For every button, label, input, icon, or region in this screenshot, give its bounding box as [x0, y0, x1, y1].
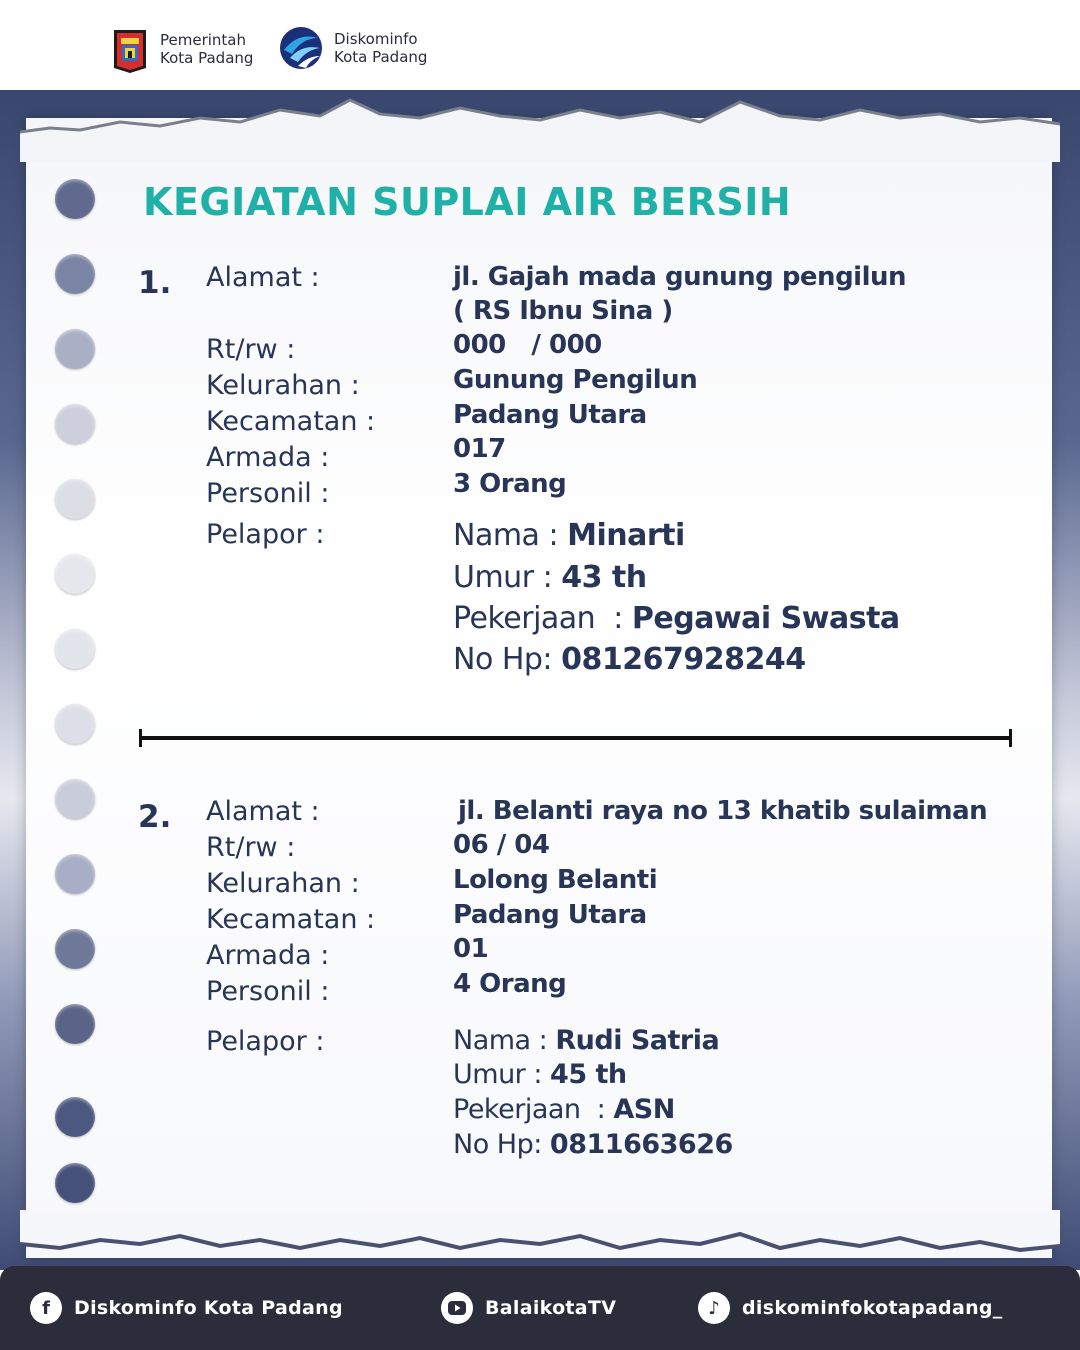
facebook-icon: f	[30, 1292, 62, 1324]
pelapor-nama	[453, 518, 685, 553]
pemko-logo-text	[160, 31, 253, 67]
youtube-icon	[441, 1292, 473, 1324]
binder-hole	[55, 779, 95, 819]
value-kecamatan: Padang Utara	[453, 400, 647, 430]
value-kelurahan: Gunung Pengilun	[453, 365, 698, 395]
tiktok-link[interactable]	[698, 1292, 1003, 1324]
binder-hole	[55, 329, 95, 369]
value-rtrw: 06 / 04	[453, 830, 550, 860]
label-rtrw: Rt/rw :	[206, 832, 296, 863]
binder-hole	[55, 1163, 95, 1203]
entry-number: 2.	[138, 799, 172, 835]
pelapor-hp-label: No Hp:	[453, 1129, 550, 1160]
torn-edge-top	[20, 92, 1060, 162]
label-kelurahan: Kelurahan :	[206, 868, 360, 899]
label-kelurahan: Kelurahan :	[206, 370, 360, 401]
value-kecamatan: Padang Utara	[453, 900, 647, 930]
value-rtrw: 000 / 000	[453, 330, 602, 360]
pelapor-hp-value: 0811663626	[549, 1129, 733, 1160]
pelapor-hp	[453, 1129, 733, 1160]
label-alamat: Alamat :	[206, 796, 320, 827]
pelapor-umur	[453, 560, 647, 595]
diskominfo-logo-group	[278, 24, 427, 72]
facebook-handle: Diskominfo Kota Padang	[74, 1297, 343, 1319]
label-personil: Personil :	[206, 976, 330, 1007]
label-rtrw: Rt/rw :	[206, 334, 296, 365]
page-title: KEGIATAN SUPLAI AIR BERSIH	[143, 180, 792, 224]
pelapor-hp	[453, 642, 806, 677]
value-armada: 01	[453, 934, 489, 964]
pelapor-umur-value: 45 th	[550, 1059, 627, 1090]
pelapor-umur-label: Umur :	[453, 1059, 551, 1090]
value-alamat-line2: ( RS Ibnu Sina )	[453, 296, 673, 326]
binder-hole	[55, 929, 95, 969]
youtube-handle: BalaikotaTV	[485, 1297, 617, 1319]
binder-hole	[55, 254, 95, 294]
binder-hole	[55, 404, 95, 444]
pelapor-nama-value: Rudi Satria	[555, 1025, 720, 1056]
binder-hole	[55, 179, 95, 219]
pelapor-pekerjaan	[453, 601, 900, 636]
pelapor-hp-label: No Hp:	[453, 642, 562, 677]
pelapor-nama-label: Nama :	[453, 1025, 556, 1056]
binder-hole	[55, 1097, 95, 1137]
footer-bar	[0, 1266, 1080, 1350]
pelapor-hp-value: 081267928244	[561, 642, 806, 677]
value-personil: 3 Orang	[453, 469, 567, 499]
label-kecamatan: Kecamatan :	[206, 904, 376, 935]
pelapor-nama-value: Minarti	[567, 518, 685, 553]
pemko-line1: Pemerintah	[160, 31, 247, 49]
entry-number: 1.	[138, 265, 172, 301]
torn-edge-bottom	[20, 1210, 1060, 1268]
tiktok-icon: ♪	[698, 1292, 730, 1324]
pemko-logo-group	[110, 24, 253, 74]
value-alamat-line1: jl. Belanti raya no 13 khatib sulaiman	[458, 796, 988, 826]
label-kecamatan: Kecamatan :	[206, 406, 376, 437]
pelapor-pekerjaan-label: Pekerjaan :	[453, 601, 632, 636]
header	[0, 0, 1080, 90]
pemko-line2: Kota Padang	[160, 49, 254, 67]
binder-hole	[55, 704, 95, 744]
pelapor-umur-value: 43 th	[561, 560, 647, 595]
tiktok-handle: diskominfokotapadang_	[742, 1297, 1003, 1319]
pelapor-umur	[453, 1059, 627, 1090]
value-armada: 017	[453, 434, 506, 464]
label-armada: Armada :	[206, 442, 330, 473]
pelapor-pekerjaan-value: Pegawai Swasta	[631, 601, 900, 636]
label-pelapor: Pelapor :	[206, 1026, 325, 1057]
pelapor-pekerjaan-value: ASN	[613, 1094, 675, 1125]
pelapor-pekerjaan-label: Pekerjaan :	[453, 1094, 614, 1125]
section-divider	[139, 736, 1012, 740]
label-pelapor: Pelapor :	[206, 519, 325, 550]
binder-hole	[55, 554, 95, 594]
value-personil: 4 Orang	[453, 969, 567, 999]
label-alamat: Alamat :	[206, 262, 320, 293]
diskominfo-logo-icon	[278, 24, 324, 72]
diskominfo-line1: Diskominfo	[334, 30, 418, 48]
label-personil: Personil :	[206, 478, 330, 509]
pelapor-umur-label: Umur :	[453, 560, 562, 595]
binder-hole	[55, 854, 95, 894]
diskominfo-line2: Kota Padang	[334, 48, 428, 66]
binder-hole	[55, 629, 95, 669]
binder-hole	[55, 1004, 95, 1044]
diskominfo-logo-text	[334, 30, 427, 66]
facebook-link[interactable]	[30, 1292, 343, 1324]
pemko-padang-emblem-icon	[110, 24, 150, 74]
pelapor-nama	[453, 1025, 719, 1056]
binder-hole	[55, 479, 95, 519]
pelapor-pekerjaan	[453, 1094, 675, 1125]
youtube-link[interactable]	[441, 1292, 616, 1324]
label-armada: Armada :	[206, 940, 330, 971]
value-kelurahan: Lolong Belanti	[453, 865, 658, 895]
value-alamat-line1: jl. Gajah mada gunung pengilun	[453, 262, 907, 292]
pelapor-nama-label: Nama :	[453, 518, 568, 553]
